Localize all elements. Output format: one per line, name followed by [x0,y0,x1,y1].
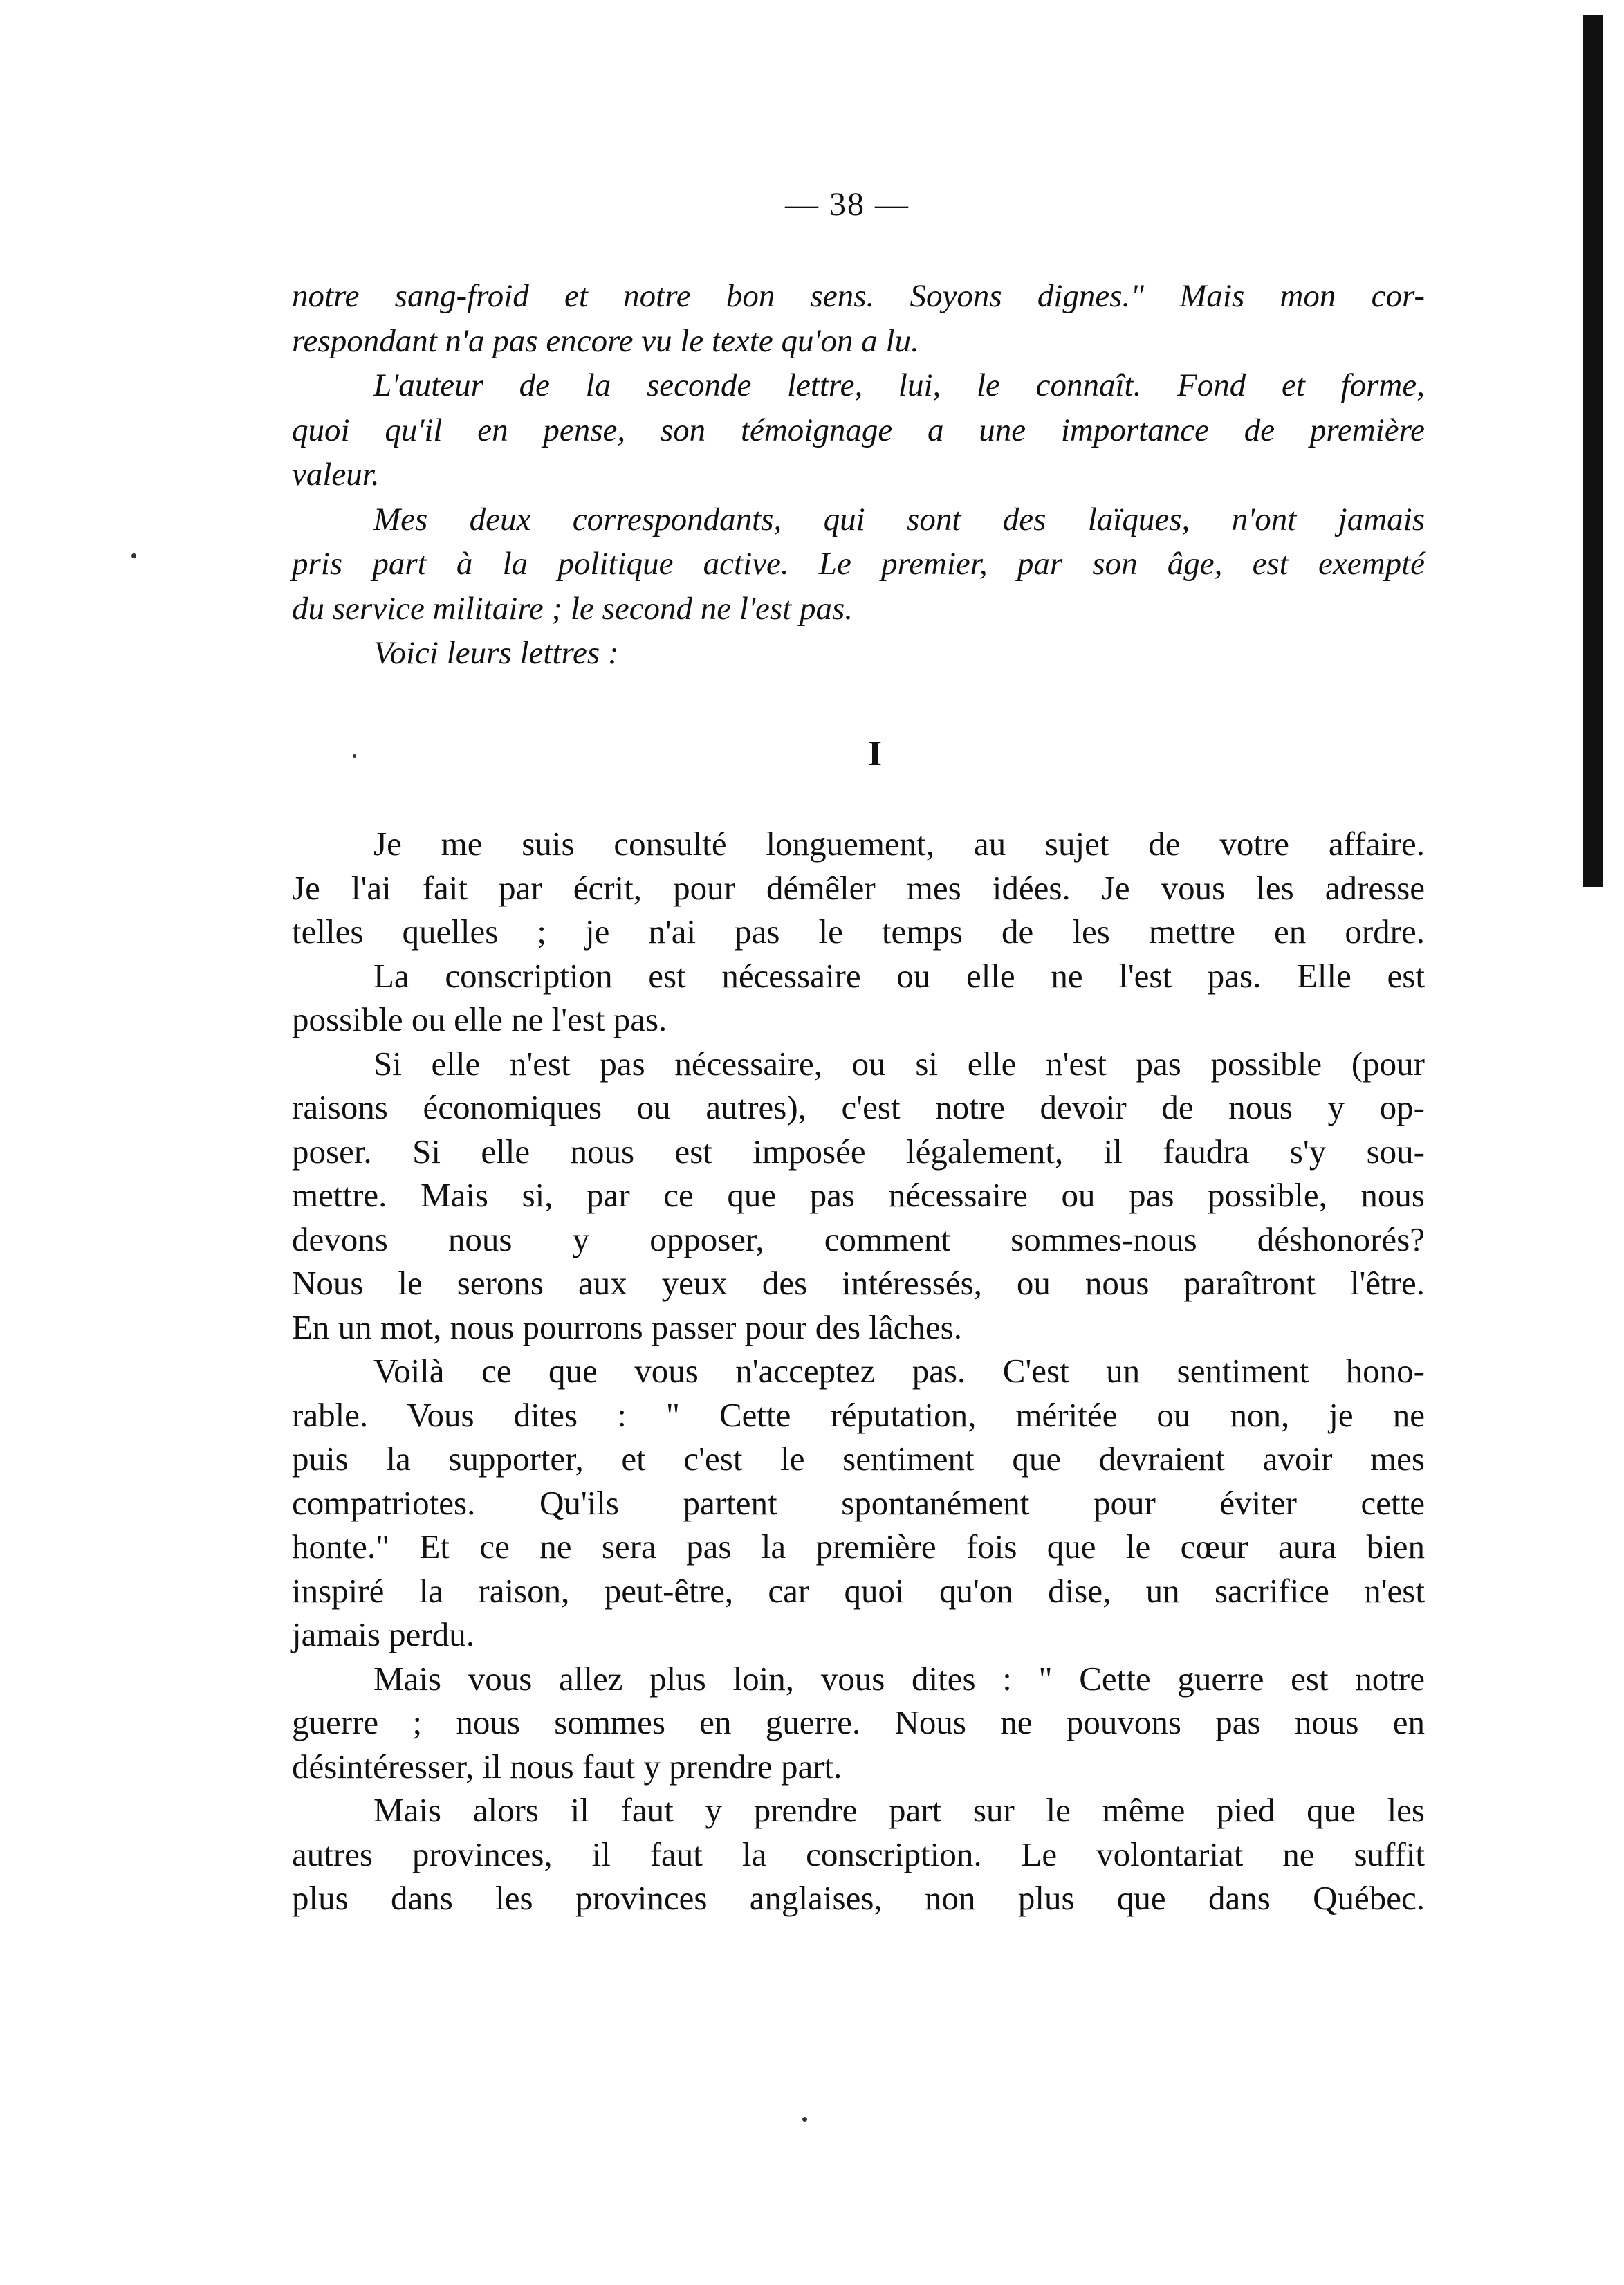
text-line: Voilà ce que vous n'acceptez pas. C'est un sentiment hono- [373,1352,1425,1390]
text-line: jamais perdu. [292,1615,474,1653]
text-line: valeur. [292,457,380,493]
text-line: poser. Si elle nous est imposée légalement, il faudra s'y sou- [292,1132,1425,1171]
text-line: guerre ; nous sommes en guerre. Nous ne pouvons pas nous en [292,1703,1425,1741]
text-line: quoi qu'il en pense, son témoignage a une importance de première [292,412,1425,448]
section-numeral: I [867,734,883,773]
text-line: honte." Et ce ne sera pas la première fois que le cœur aura bien [292,1527,1425,1566]
text-line: Voici leurs lettres : [373,635,619,671]
text-line: désintéresser, il nous faut y prendre part. [292,1747,842,1786]
text-line: respondant n'a pas encore vu le texte qu'on a lu. [292,322,919,359]
text-line: Si elle n'est pas nécessaire, ou si elle n'est pas possible (pour [373,1044,1425,1083]
scan-speck [353,754,356,758]
text-line: Mes deux correspondants, qui sont des laïques, n'ont jamais [373,501,1425,538]
text-line: L'auteur de la seconde lettre, lui, le connaît. Fond et forme, [373,367,1425,403]
text-line: mettre. Mais si, par ce que pas nécessaire ou pas possible, nous [292,1176,1425,1214]
scan-speck [131,553,136,558]
text-line: autres provinces, il faut la conscription. Le volontariat ne suffit [292,1835,1425,1873]
text-line: Je me suis consulté longuement, au sujet de votre affaire. [373,825,1425,863]
text-line: rable. Vous dites : " Cette réputation, méritée ou non, je ne [292,1395,1425,1434]
text-line: Mais alors il faut y prendre part sur le même pied que les [373,1791,1425,1829]
text-line: inspiré la raison, peut-être, car quoi qu'on dise, un sacrifice n'est [292,1571,1425,1610]
letter-body [292,822,1425,1920]
text-line: raisons économiques ou autres), c'est notre devoir de nous y op- [292,1088,1425,1126]
text-line: compatriotes. Qu'ils partent spontanément pour éviter cette [292,1483,1425,1522]
text-line: telles quelles ; je n'ai pas le temps de les mettre en ordre. [292,912,1425,951]
text-line: Nous le serons aux yeux des intéressés, ou nous paraîtront l'être. [292,1264,1425,1302]
scan-speck [802,2117,807,2122]
text-line: puis la supporter, et c'est le sentiment que devraient avoir mes [292,1440,1425,1478]
text-line: devons nous y opposer, comment sommes-nous déshonorés? [292,1220,1425,1258]
text-line: Je l'ai fait par écrit, pour démêler mes idées. Je vous les adresse [292,868,1425,907]
intro-paragraphs [292,274,1425,676]
text-line: du service militaire ; le second ne l'est pas. [292,590,853,627]
text-line: En un mot, nous pourrons passer pour des lâches. [292,1307,962,1346]
text-line: plus dans les provinces anglaises, non plus que dans Québec. [292,1879,1425,1917]
text-line: possible ou elle ne l'est pas. [292,1000,667,1038]
text-line: La conscription est nécessaire ou elle ne l'est pas. Elle est [373,956,1425,995]
page-number: — 38 — [785,186,910,223]
text-line: pris part à la politique active. Le premier, par son âge, est exempté [292,546,1425,582]
text-line: Mais vous allez plus loin, vous dites : " Cette guerre est notre [373,1659,1425,1698]
text-line: notre sang-froid et notre bon sens. Soyons dignes." Mais mon cor- [292,278,1425,314]
